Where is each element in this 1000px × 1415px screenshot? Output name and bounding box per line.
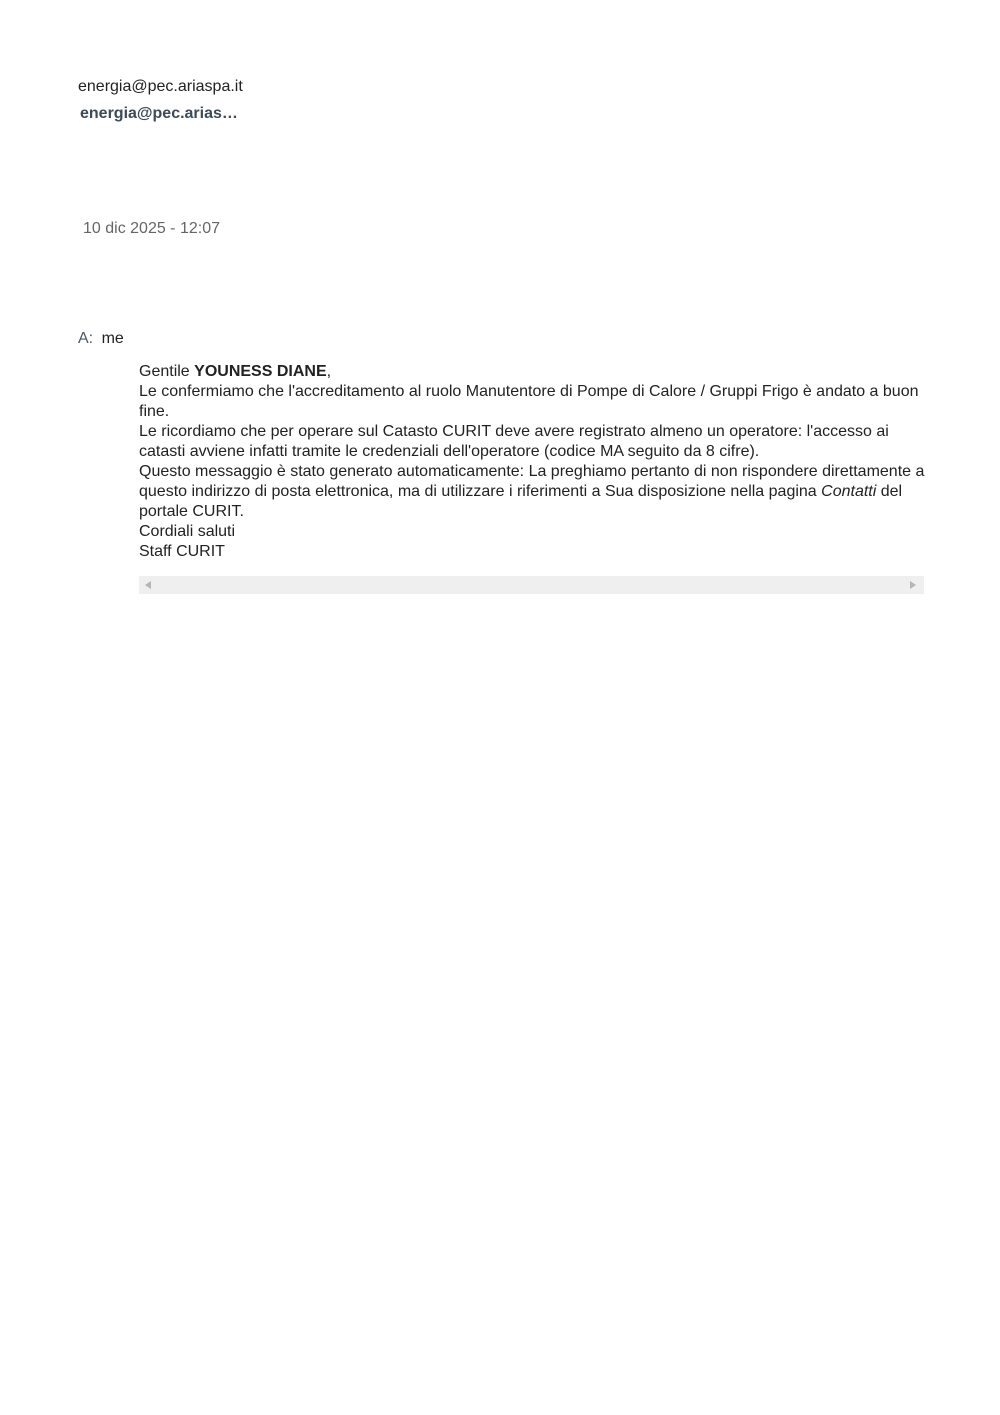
greeting-name: YOUNESS DIANE xyxy=(194,363,327,380)
recipient-value[interactable]: me xyxy=(101,330,124,347)
horizontal-scrollbar[interactable] xyxy=(139,576,924,594)
greeting-prefix: Gentile xyxy=(139,363,195,380)
confirmation-paragraph: Le confermiamo che l'accreditamento al ruolo Manutentore di Pompe di Calore / Gruppi Frigo è andato a buon fine. xyxy=(139,383,919,420)
recipient-row xyxy=(78,330,124,348)
greeting-suffix: , xyxy=(326,363,332,380)
contatti-link[interactable]: Contatti xyxy=(821,483,877,500)
auto-message-paragraph xyxy=(139,462,929,522)
auto-message-prefix: Questo messaggio è stato generato automaticamente: La preghiamo pertanto di non rispondere direttamente a questo indirizzo di posta elettronica, ma di utilizzare i riferimenti a Sua disposizione nella pagina xyxy=(139,463,925,500)
recipient-label: A: xyxy=(78,330,94,347)
scroll-right-icon[interactable] xyxy=(910,581,916,589)
auto-message-suffix: del portale CURIT. xyxy=(139,483,903,520)
message-date: 10 dic 2025 - 12:07 xyxy=(83,220,220,237)
message-body xyxy=(139,362,929,562)
sender-name[interactable]: energia@pec.arias… xyxy=(80,105,238,122)
sender-email: energia@pec.ariaspa.it xyxy=(78,78,243,95)
closing-line: Cordiali saluti xyxy=(139,523,236,540)
operator-paragraph: Le ricordiamo che per operare sul Catasto CURIT deve avere registrato almeno un operatore: l'accesso ai catasti avviene infatti tramite le credenziali dell'operatore (codice MA seguito da 8 cifre). xyxy=(139,423,889,460)
scroll-left-icon[interactable] xyxy=(145,581,151,589)
greeting-line xyxy=(139,362,929,382)
signature-line: Staff CURIT xyxy=(139,543,225,560)
